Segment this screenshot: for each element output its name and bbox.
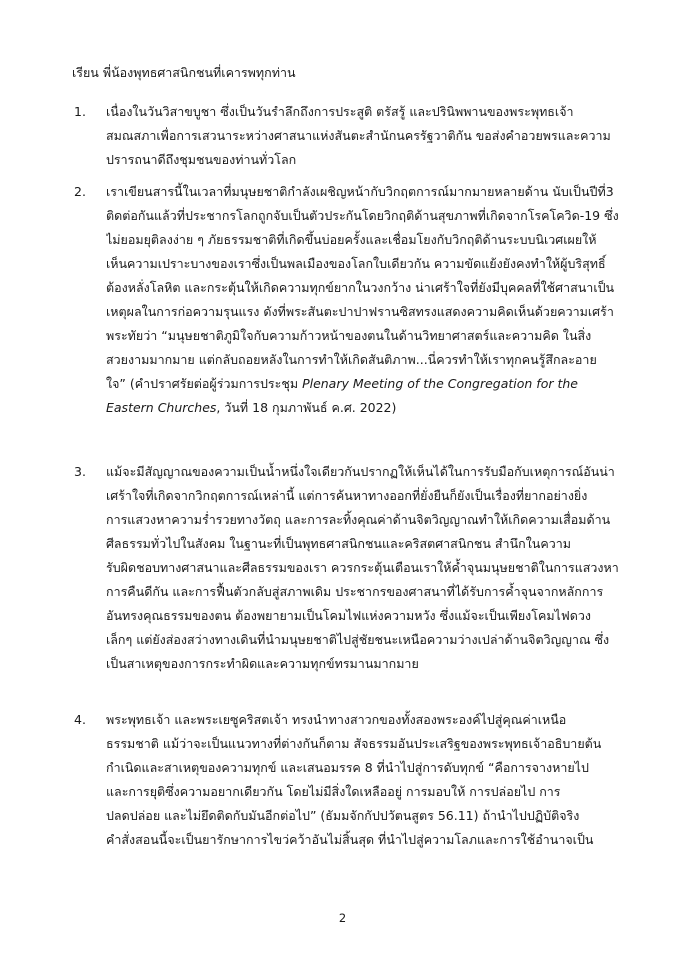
paragraph-number: 2. (74, 184, 86, 199)
text-line: เล็กๆ แต่ยังส่องสว่างทางเดินที่นำมนุษยชาติไปสู่ชัยชนะเหนือความว่างเปล่าด้านจิตวิญญาณ ซึ่ง (106, 632, 610, 647)
page-number: 2 (338, 911, 347, 925)
text-line: เราเขียนสารนี้ในเวลาที่มนุษยชาติกำลังเผชิญหน้ากับวิกฤตการณ์มากมายหลายด้าน นับเป็นปีที่3 (106, 184, 614, 199)
greeting-line: เรียน พี่น้องพุทธศาสนิกชนที่เคารพทุกท่าน (72, 65, 296, 80)
text-line: พระพุทธเจ้า และพระเยซูคริสตเจ้า ทรงนำทางสาวกของทั้งสองพระองค์ไปสู่คุณค่าเหนือ (106, 712, 567, 727)
text-line: อันทรงคุณธรรมของตน ต้องพยายามเป็นโคมไฟแห่งความหวัง ซึ่งแม้จะเป็นเพียงโคมไฟดวง (106, 608, 591, 623)
text-line: ไม่ยอมยุติลงง่าย ๆ ภัยธรรมชาติที่เกิดขึ้นบ่อยครั้งและเชื่อมโยงกับวิกฤติด้านระบบนิเวศเผยให้ (106, 232, 597, 247)
text-line: Eastern Churches, วันที่ 18 กุมภาพันธ์ ค.ศ. 2022) (106, 400, 397, 415)
text-line: กำเนิดและสาเหตุของความทุกข์ และเสนอมรรค 8 ที่นำไปสู่การดับทุกข์ “คือการจางหายไป (106, 760, 589, 775)
paragraph-text (106, 180, 651, 420)
text-line: ปรารถนาดีถึงชุมชนของท่านทั่วโลก (106, 152, 297, 167)
text-line: เห็นความเปราะบางของเราซึ่งเป็นพลเมืองของโลกใบเดียวกัน ความขัดแย้งยังคงทำให้ผู้บริสุทธิ์ (106, 256, 606, 271)
text-line: ต้องหลั่งโลหิต และกระตุ้นให้เกิดความทุกข์ยากในวงกว้าง น่าเศร้าใจที่ยังมีบุคคลที่ใช้ศาสนาเป็น (106, 280, 615, 295)
text-line: เศร้าใจที่เกิดจากวิกฤตการณ์เหล่านี้ แต่การค้นหาทางออกที่ยั่งยืนก็ยังเป็นเรื่องที่ยากอย่างยิ่ง (106, 488, 588, 503)
paragraph-number: 3. (74, 464, 86, 479)
text-line: เนื่องในวันวิสาขบูชา ซึ่งเป็นวันรำลึกถึงการประสูติ ตรัสรู้ และปรินิพพานของพระพุทธเจ้า (106, 104, 574, 119)
italic-citation: Plenary Meeting of the Congregation for the (302, 376, 578, 391)
text-line: สมณสภาเพื่อการเสวนาระหว่างศาสนาแห่งสันตะสำนักนครรัฐวาติกัน ขอส่งคำอวยพรและความ (106, 128, 611, 143)
text-line: สวยงามมากมาย แต่กลับถอยหลังในการทำให้เกิดสันติภาพ...นี่ควรทำให้เราทุกคนรู้สึกละอาย (106, 352, 597, 367)
paragraph-text (106, 708, 651, 852)
paragraph-text (106, 460, 651, 676)
text-line: ธรรมชาติ แม้ว่าจะเป็นแนวทางที่ต่างกันก็ตาม สัจธรรมอันประเสริฐของพระพุทธเจ้าอธิบายต้น (106, 736, 602, 751)
paragraph-number: 4. (74, 712, 86, 727)
text-line: พระทัยว่า “มนุษยชาติภูมิใจกับความก้าวหน้าของตนในด้านวิทยาศาสตร์และความคิด ในสิ่ง (106, 328, 592, 343)
text-line: และการยุติซึ่งความอยากเดียวกัน โดยไม่มีสิ่งใดเหลืออยู่ การมอบให้ การปล่อยไป การ (106, 784, 561, 799)
text-line: รับผิดชอบทางศาสนาและศีลธรรมของเรา ควรกระตุ้นเตือนเราให้ค้ำจุนมนุษยชาติในการแสวงหา (106, 560, 619, 575)
text-line: การคืนดีกัน และการฟื้นตัวกลับสู่สภาพเดิม ประชากรของศาสนาที่ได้รับการค้ำจุนจากหลักการ (106, 584, 604, 599)
text-line: เหตุผลในการก่อความรุนแรง ดังที่พระสันตะปาปาฟรานซิสทรงแสดงความคิดเห็นด้วยความเศร้า (106, 304, 614, 319)
text-line: ปลดปล่อย และไม่ยึดติดกับมันอีกต่อไป” (ธัมมจักกัปปวัตนสูตร 56.11) ถ้านำไปปฏิบัติจริง (106, 808, 580, 823)
paragraph-number: 1. (74, 104, 86, 119)
italic-citation: Eastern Churches (106, 400, 217, 415)
text-line: ใจ” (คำปราศรัยต่อผู้ร่วมการประชุม Plenary Meeting of the Congregation for the (106, 376, 578, 391)
text-line: คำสั่งสอนนี้จะเป็นยารักษาการไขว่คว้าอันไม่สิ้นสุด ที่นำไปสู่ความโลภและการใช้อำนาจเป็น (106, 832, 594, 847)
text-line: ติดต่อกันแล้วที่ประชากรโลกถูกจับเป็นตัวประกันโดยวิกฤติด้านสุขภาพที่เกิดจากโรคโควิด-19 ซึ่ง (106, 208, 619, 223)
text-line: เป็นสาเหตุของการกระทำผิดและความทุกข์ทรมานมากมาย (106, 656, 419, 671)
text-line: แม้จะมีสัญญาณของความเป็นน้ำหนึ่งใจเดียวกันปรากฏให้เห็นได้ในการรับมือกับเหตุการณ์อันน่า (106, 464, 615, 479)
text-line: การแสวงหาความร่ำรวยทางวัตถุ และการละทิ้งคุณค่าด้านจิตวิญญาณทำให้เกิดความเสื่อมด้าน (106, 512, 611, 527)
paragraph-text (106, 100, 651, 172)
text-line: ศีลธรรมทั่วไปในสังคม ในฐานะที่เป็นพุทธศาสนิกชนและคริสตศาสนิกชน สำนึกในความ (106, 536, 571, 551)
